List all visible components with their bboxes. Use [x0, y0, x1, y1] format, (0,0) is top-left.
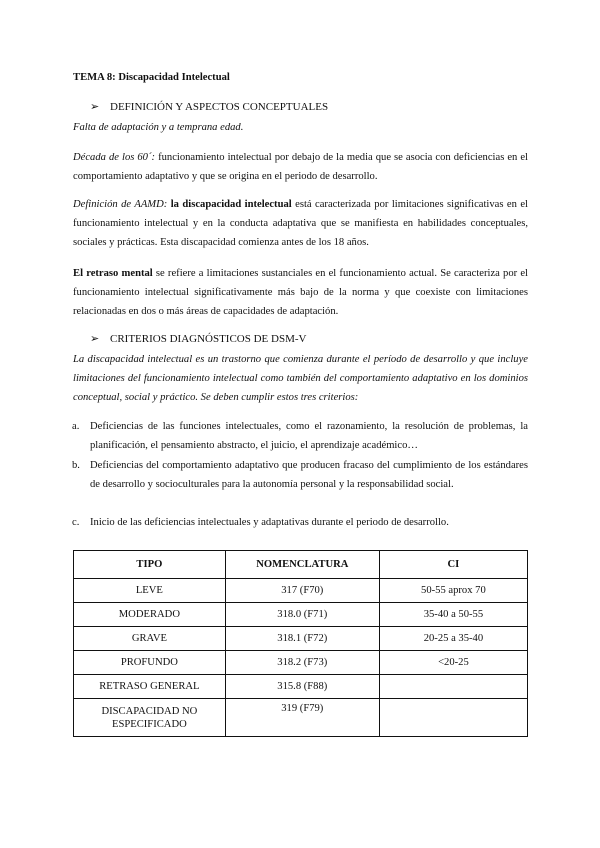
table-cell [379, 675, 527, 699]
table-cell: 317 (F70) [225, 579, 379, 603]
table-cell: LEVE [74, 579, 226, 603]
table-header: NOMENCLATURA [225, 551, 379, 579]
table-cell: GRAVE [74, 627, 226, 651]
table-header-row [74, 551, 528, 579]
table-cell: 318.2 (F73) [225, 651, 379, 675]
paragraph-aamd-definition: Definición de AAMD: la discapacidad intelectual está caracterizada por limitaciones significativas en el funcionamiento intelectual y en la conducta adaptativa que se manifiesta en habilidades conceptuales, sociales y prácticas. Esta discapacidad comienza antes de los 18 años. [73, 199, 528, 248]
table-header: CI [379, 551, 527, 579]
list-item: b. Deficiencias del comportamiento adaptativo que producen fracaso del cumplimiento de los estándares de desarrollo y socioculturales para la autonomía personal y la responsabilidad social. [72, 460, 528, 490]
list-item: a. Deficiencias de las funciones intelectuales, como el razonamiento, la resolución de problemas, la planificación, el pensamiento abstracto, el juicio, el aprendizaje académico… [72, 421, 528, 451]
paragraph-retraso-mental: El retraso mental se refiere a limitaciones sustanciales en el funcionamiento actual. Se caracteriza por el funcionamiento intelectual significativamente más bajo de la norma y que coexiste con limitaciones relacionadas en dos o más áreas de capacidades de adaptación. [73, 268, 528, 317]
classification-table [73, 550, 528, 737]
table-cell: 318.1 (F72) [225, 627, 379, 651]
table-cell: 318.0 (F71) [225, 603, 379, 627]
table-cell: RETRASO GENERAL [74, 675, 226, 699]
section-heading-criteria: ➢ CRITERIOS DIAGNÓSTICOS DE DSM-V [90, 330, 306, 349]
table-cell: 315.8 (F88) [225, 675, 379, 699]
list-item: c. Inicio de las deficiencias intelectuales y adaptativas durante el periodo de desarrollo. [72, 517, 449, 528]
table-cell: 20-25 a 35-40 [379, 627, 527, 651]
table-cell: 50-55 aprox 70 [379, 579, 527, 603]
table-cell: 35-40 a 50-55 [379, 603, 527, 627]
page-title: TEMA 8: Discapacidad Intelectual [73, 72, 230, 83]
table-row [74, 675, 528, 699]
arrow-bullet-icon: ➢ [90, 333, 100, 345]
table-row [74, 579, 528, 603]
table-cell: PROFUNDO [74, 651, 226, 675]
table-cell: MODERADO [74, 603, 226, 627]
section-heading-definition: ➢ DEFINICIÓN Y ASPECTOS CONCEPTUALES [90, 98, 328, 117]
table-cell: DISCAPACIDAD NO ESPECIFICADO [74, 699, 226, 737]
table-row [74, 603, 528, 627]
table-row [74, 627, 528, 651]
paragraph-decade-60: Década de los 60´: funcionamiento intelectual por debajo de la media que se asocia con deficiencias en el comportamiento adaptativo y que se origina en el periodo de desarrollo. [73, 152, 529, 182]
table-cell: 319 (F79) [225, 699, 379, 737]
table-header: TIPO [74, 551, 226, 579]
table-cell: <20-25 [379, 651, 527, 675]
paragraph-dsm-description: La discapacidad intelectual es un trastorno que comienza durante el período de desarrollo y que incluye limitaciones del funcionamiento intelectual como también del comportamiento adaptativo en los dominios conceptual, social y práctico. Se deben cumplir estos tres criterios: [73, 354, 528, 403]
paragraph-intro: Falta de adaptación y a temprana edad. [73, 122, 244, 133]
arrow-bullet-icon: ➢ [90, 101, 100, 113]
table-row [74, 699, 528, 737]
table-row [74, 651, 528, 675]
table-cell [379, 699, 527, 737]
